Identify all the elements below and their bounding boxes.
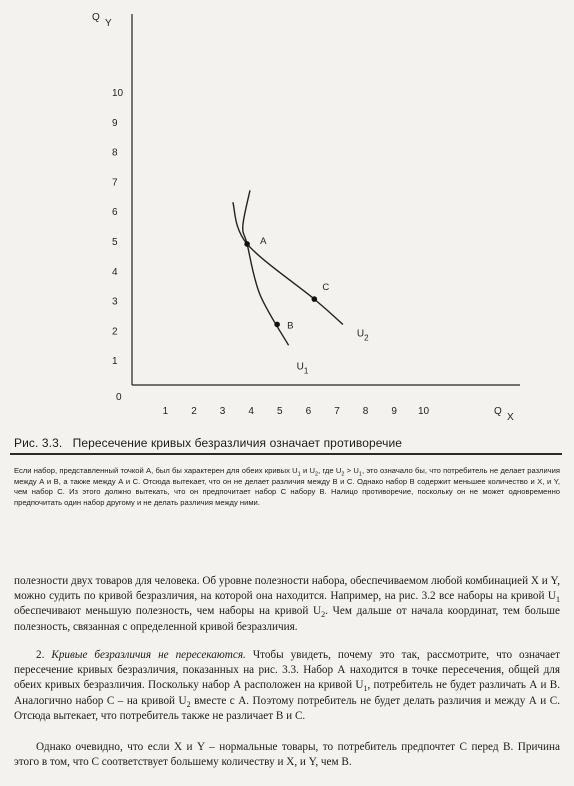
body-paragraph-2: 2. Кривые безразличия не пересекаются. Чтобы увидеть, почему это так, рассмотрите, что означает пересечение кривых безразличия, показанных на рис. 3.3. Набор А находится в точке пересечения, общей для обеих кривых безразличия. Поскольку набор А расположен на кривой $U_1$, потребитель не будет различать А и В. Аналогично набор С – на кривой $U_2$ вместе с А. Поэтому потребитель не будет делать различия и между А и С. Отсюда вытекает, что потребитель также не различает В и С. bbox=[14, 649, 561, 722]
point-C bbox=[312, 296, 318, 302]
x-tick-label: 10 bbox=[418, 406, 430, 417]
x-tick-labels bbox=[163, 406, 430, 417]
x-tick-label: 6 bbox=[305, 406, 312, 417]
point-label-C: C bbox=[322, 282, 330, 294]
bundle-points bbox=[244, 236, 329, 331]
curve-label-U2: $U_2$ bbox=[356, 328, 369, 343]
y-tick-label: 5 bbox=[112, 237, 118, 248]
point-B bbox=[274, 322, 280, 328]
body-paragraph-3: Однако очевидно, что если X и Y – нормальные товары, то потребитель предпочтет С перед В. Причина этого в том, что С соответствует большему количеству и X, и Y, чем В. bbox=[14, 741, 560, 769]
indifference-curves bbox=[233, 190, 369, 375]
svg-text:Q: Q bbox=[494, 406, 502, 417]
curve-label-U1: $U_1$ bbox=[296, 361, 309, 376]
y-tick-label: 8 bbox=[112, 147, 118, 159]
y-tick-label: 6 bbox=[112, 207, 118, 219]
x-tick-label: 1 bbox=[162, 406, 169, 417]
y-tick-label: 4 bbox=[112, 266, 118, 278]
curve-U2 bbox=[233, 202, 343, 324]
svg-text:Q: Q bbox=[92, 12, 100, 23]
point-label-A: A bbox=[260, 235, 267, 247]
caption-explanation: Если набор, представленный точкой А, был бы характерен для обеих кривых $U_1$ и $U_2$, где $U_2 > U_1$, это означало бы, что потребитель не делает различия между А и В, а также между А и С. Отсюда вытекает, что он не делает различия между В и С. Однако набор В содержит меньшее количество и X, и Y, чем набор С. Из этого должно вытекать, что он предпочитает набор С набору В. Налицо противоречие, поскольку он не может одновременно предпочитать один набор другому и не делать различия между ними. bbox=[14, 466, 560, 507]
x-tick-label: 9 bbox=[391, 406, 397, 417]
y-tick-label: 2 bbox=[112, 326, 118, 338]
point-label-B: B bbox=[287, 320, 294, 332]
svg-text:X: X bbox=[507, 412, 514, 423]
origin-label: 0 bbox=[116, 392, 122, 403]
y-axis-label bbox=[92, 12, 112, 29]
point-A bbox=[244, 241, 250, 247]
y-tick-label: 1 bbox=[112, 356, 118, 368]
x-axis-label bbox=[494, 406, 514, 423]
y-tick-label: 7 bbox=[112, 177, 118, 189]
section-heading-italic: Кривые безразличия не пересекаются. bbox=[51, 649, 246, 661]
y-tick-label: 10 bbox=[112, 88, 124, 99]
x-tick-label: 5 bbox=[277, 406, 283, 417]
y-tick-label: 9 bbox=[112, 117, 118, 129]
x-tick-label: 7 bbox=[334, 406, 340, 417]
body-paragraph-1: полезности двух товаров для человека. Об уровне полезности набора, обеспечиваемом любой комбинацией X и Y, можно судить по кривой безразличия, на которой она находится. Например, на рис. 3.2 все наборы на кривой $U_1$ обеспечивают меньшую полезность, чем наборы на кривой $U_2$. Чем дальше от начала координат, тем больше полезность, связанная с определенной кривой безразличия. bbox=[14, 575, 560, 633]
caption-number: Рис. 3.3. bbox=[14, 436, 63, 450]
x-tick-label: 3 bbox=[219, 406, 226, 417]
x-tick-label: 2 bbox=[191, 406, 197, 417]
svg-text:Y: Y bbox=[105, 18, 112, 29]
y-tick-labels bbox=[112, 88, 124, 367]
y-tick-label: 3 bbox=[112, 296, 118, 308]
x-tick-label: 8 bbox=[362, 406, 369, 417]
x-tick-label: 4 bbox=[248, 406, 254, 417]
curve-U1 bbox=[243, 190, 289, 345]
caption-title: Пересечение кривых безразличия означает противоречие bbox=[72, 436, 403, 450]
figure-caption bbox=[14, 436, 558, 450]
caption-divider bbox=[10, 453, 562, 455]
